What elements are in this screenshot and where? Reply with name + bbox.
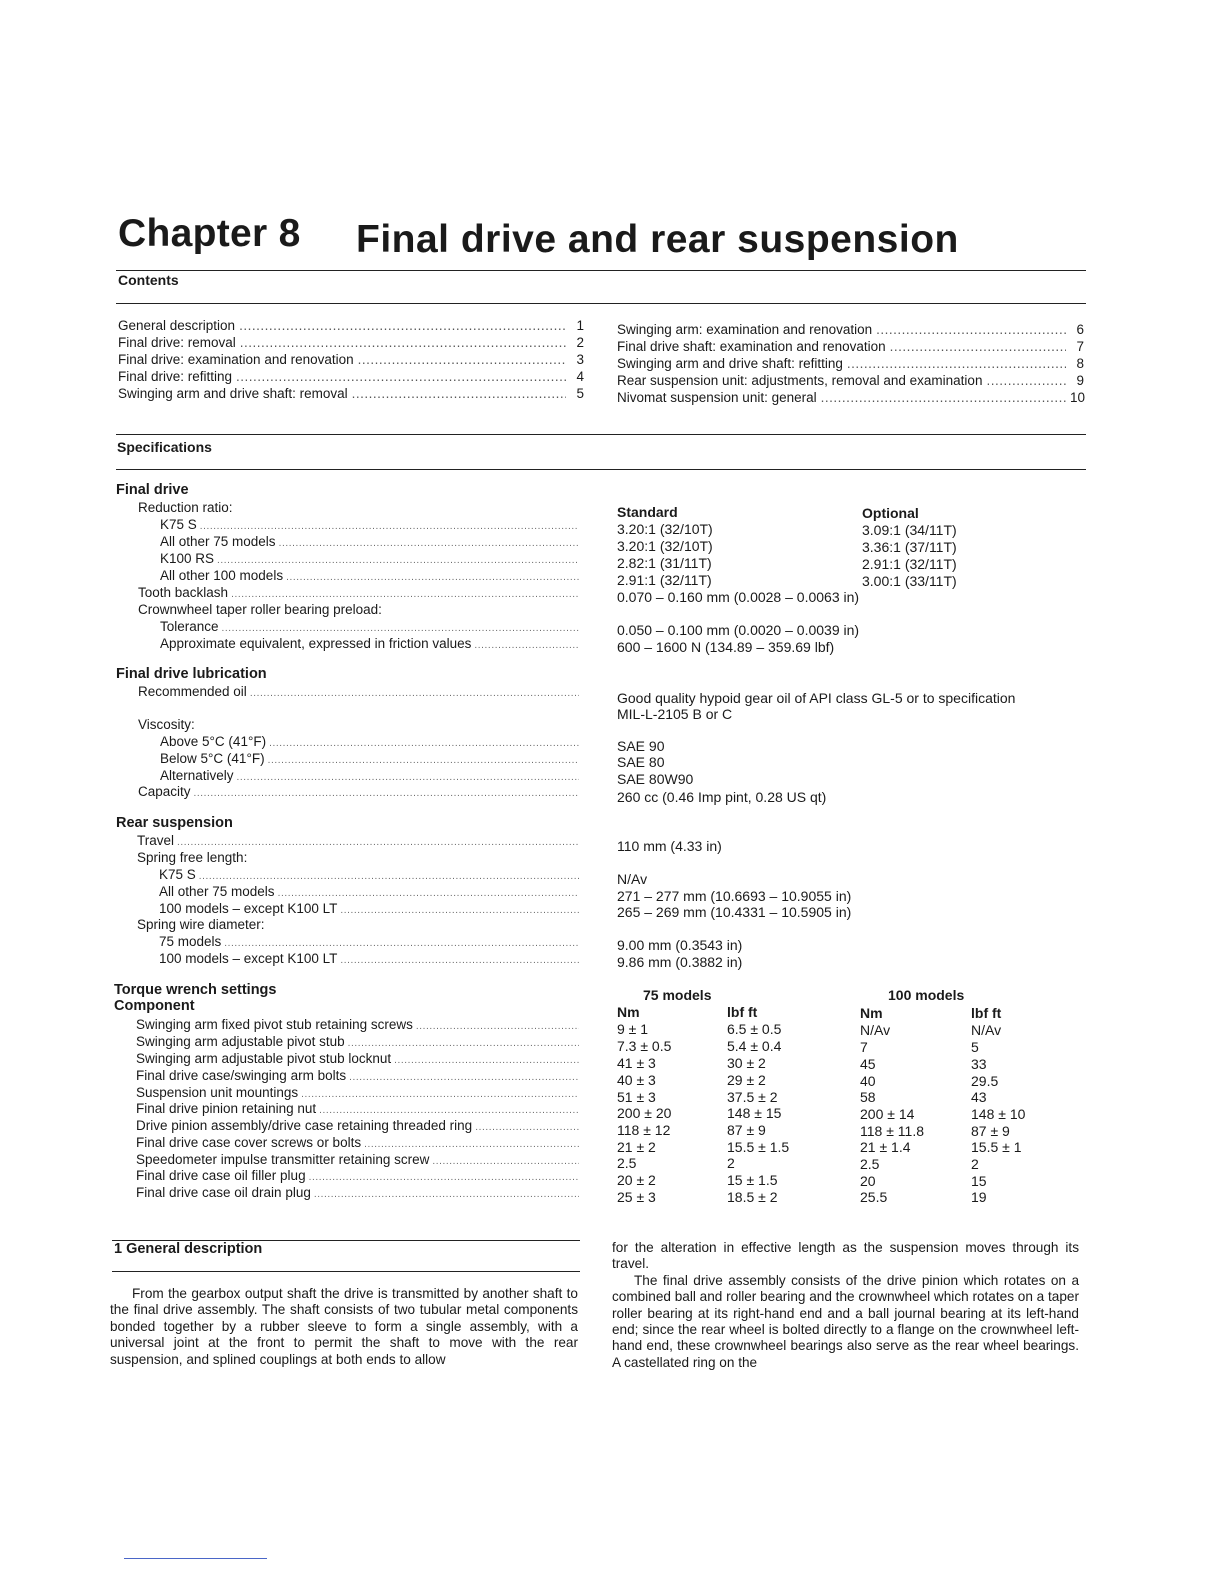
toc-item[interactable]: Final drive: examination and renovation ..... 3 — [118, 351, 584, 368]
cell-nm-100: 58 — [860, 1089, 876, 1105]
reduction-ratio-label: Reduction ratio: — [138, 500, 233, 515]
rear-suspension-heading: Rear suspension — [116, 815, 233, 831]
table-row: Final drive case oil filler plug ..... — [136, 1167, 582, 1184]
cell-nm-75: 7.3 ± 0.5 — [617, 1038, 672, 1054]
cell-lbf-100: 43 — [971, 1089, 987, 1105]
general-description-heading: 1 General description — [114, 1241, 263, 1257]
col-nm-75: Nm — [617, 1004, 640, 1020]
spec-row: Approximate equivalent, expressed in friction values ..... — [160, 635, 582, 652]
col-standard: Standard — [617, 504, 678, 520]
group-100-models: 100 models — [888, 987, 965, 1003]
spec-value: 110 mm (4.33 in) — [617, 838, 722, 854]
cell-lbf-100: 15 — [971, 1173, 987, 1189]
toc-item[interactable]: Final drive: refitting ..... 4 — [118, 368, 584, 385]
spec-row: Travel ..... — [137, 832, 582, 849]
col-lbf-75: lbf ft — [727, 1004, 758, 1020]
cell-lbf-75: 148 ± 15 — [727, 1105, 782, 1121]
spec-row: Below 5°C (41°F) ..... — [160, 750, 582, 767]
contents-label: Contents — [118, 272, 179, 288]
toc-item[interactable]: Swinging arm and drive shaft: removal ..... 5 — [118, 385, 584, 402]
spec-row: All other 100 models ..... — [160, 567, 582, 584]
spec-value: 3.09:1 (34/11T) — [862, 522, 957, 538]
cell-lbf-100: 87 ± 9 — [971, 1123, 1010, 1139]
spec-value: 2.91:1 (32/11T) — [617, 572, 712, 588]
toc-item[interactable]: Swinging arm: examination and renovation ..... 6 — [617, 321, 1084, 338]
cell-nm-100: 200 ± 14 — [860, 1106, 915, 1122]
cell-lbf-75: 2 — [727, 1155, 735, 1171]
spec-value: 3.36:1 (37/11T) — [862, 539, 957, 555]
cell-nm-100: 40 — [860, 1073, 876, 1089]
toc-item[interactable]: Final drive shaft: examination and renovation ..... 7 — [617, 338, 1084, 355]
cell-lbf-75: 87 ± 9 — [727, 1122, 766, 1138]
spec-row: Capacity ..... — [138, 783, 582, 800]
spec-row: Spring wire diameter: — [137, 917, 265, 932]
spec-row: 100 models – except K100 LT ..... — [159, 900, 582, 917]
spec-row: Tooth backlash ..... — [138, 584, 582, 601]
bottom-link-underline — [124, 1558, 267, 1559]
spec-row: All other 75 models ..... — [160, 533, 582, 550]
cell-nm-75: 2.5 — [617, 1155, 637, 1171]
general-right-paragraphs: for the alteration in effective length as the suspension moves through its travel. The final drive assembly consists of the drive pinion which rotates on a combined ball and roller bearing and the crownwheel which rotates on a taper roller bearing at its right-hand end and a ball journal bearing at its left-hand end; since the rear wheel is bolted directly to a flange on the crownwheel left-hand end, these crownwheel bearings also serve as the rear wheel bearings. A castellated ring on the — [612, 1240, 1079, 1370]
col-lbf-100: lbf ft — [971, 1005, 1002, 1021]
chapter-number: Chapter 8 — [118, 212, 301, 255]
cell-lbf-100: 19 — [971, 1189, 987, 1205]
spec-value: 0.070 – 0.160 mm (0.0028 – 0.0063 in) — [617, 589, 860, 605]
cell-nm-100: 118 ± 11.8 — [860, 1123, 924, 1139]
spec-value: 265 – 269 mm (10.4331 – 10.5905 in) — [617, 904, 852, 920]
toc-item[interactable]: Final drive: removal ..... 2 — [118, 334, 584, 351]
cell-lbf-75: 5.4 ± 0.4 — [727, 1038, 782, 1054]
spec-row: Spring free length: — [137, 850, 248, 865]
component-label: Component — [114, 998, 195, 1014]
col-nm-100: Nm — [860, 1005, 883, 1021]
spec-value: Good quality hypoid gear oil of API class GL-5 or to specification — [617, 690, 1016, 706]
cell-lbf-100: 2 — [971, 1156, 979, 1172]
toc-item[interactable]: Swinging arm and drive shaft: refitting ..... 8 — [617, 355, 1084, 372]
spec-value: 3.20:1 (32/10T) — [617, 521, 713, 537]
cell-lbf-100: 29.5 — [971, 1073, 999, 1089]
spec-value: MIL-L-2105 B or C — [617, 706, 733, 722]
title-rule — [116, 270, 1086, 271]
spec-value: SAE 80 — [617, 754, 665, 770]
final-drive-heading: Final drive — [116, 482, 189, 498]
spec-row: K75 S ..... — [160, 516, 582, 533]
table-row: Final drive pinion retaining nut ..... — [136, 1100, 582, 1117]
cell-nm-100: 21 ± 1.4 — [860, 1139, 911, 1155]
spec-row: Tolerance ..... — [160, 618, 582, 635]
group-75-models: 75 models — [643, 987, 712, 1003]
cell-lbf-75: 30 ± 2 — [727, 1055, 766, 1071]
spec-row: K75 S ..... — [159, 866, 582, 883]
cell-lbf-100: 33 — [971, 1056, 987, 1072]
table-row: Speedometer impulse transmitter retaining screw ..... — [136, 1151, 582, 1168]
cell-nm-100: N/Av — [860, 1022, 891, 1038]
cell-nm-75: 40 ± 3 — [617, 1072, 656, 1088]
spec-value: N/Av — [617, 871, 648, 887]
spec-value: SAE 90 — [617, 738, 665, 754]
torque-heading: Torque wrench settings — [114, 982, 277, 998]
cell-nm-75: 118 ± 12 — [617, 1122, 671, 1138]
table-row: Swinging arm adjustable pivot stub ..... — [136, 1033, 582, 1050]
spec-value: 600 – 1600 N (134.89 – 359.69 lbf) — [617, 639, 835, 655]
cell-lbf-75: 6.5 ± 0.5 — [727, 1021, 782, 1037]
cell-lbf-75: 15.5 ± 1.5 — [727, 1139, 790, 1155]
cell-lbf-75: 37.5 ± 2 — [727, 1089, 778, 1105]
spec-value: 2.82:1 (31/11T) — [617, 555, 712, 571]
cell-nm-75: 25 ± 3 — [617, 1189, 656, 1205]
table-row: Final drive case cover screws or bolts ..... — [136, 1134, 582, 1151]
spec-value: 271 – 277 mm (10.6693 – 10.9055 in) — [617, 888, 852, 904]
general-rule — [112, 1271, 580, 1272]
cell-nm-75: 200 ± 20 — [617, 1105, 672, 1121]
cell-nm-100: 20 — [860, 1173, 876, 1189]
spec-value: 0.050 – 0.100 mm (0.0020 – 0.0039 in) — [617, 622, 860, 638]
cell-nm-100: 25.5 — [860, 1189, 888, 1205]
spec-row: K100 RS ..... — [160, 550, 582, 567]
cell-lbf-75: 29 ± 2 — [727, 1072, 766, 1088]
table-row: Swinging arm adjustable pivot stub locknut ..... — [136, 1050, 582, 1067]
cell-nm-75: 21 ± 2 — [617, 1139, 656, 1155]
spec-row: Recommended oil ..... — [138, 683, 582, 700]
specs-top-rule — [116, 434, 1086, 435]
table-row: Final drive case/swinging arm bolts ..... — [136, 1067, 582, 1084]
specs-rule — [116, 469, 1086, 470]
cell-lbf-75: 18.5 ± 2 — [727, 1189, 778, 1205]
cell-nm-75: 41 ± 3 — [617, 1055, 656, 1071]
cell-nm-75: 9 ± 1 — [617, 1021, 649, 1037]
toc-item[interactable]: Rear suspension unit: adjustments, removal and examination ..... 9 — [617, 372, 1084, 389]
spec-row: All other 75 models ..... — [159, 883, 582, 900]
chapter-title: Final drive and rear suspension — [356, 218, 959, 261]
spec-value: SAE 80W90 — [617, 771, 694, 787]
spec-value: 9.00 mm (0.3543 in) — [617, 937, 743, 953]
cell-lbf-100: 5 — [971, 1039, 979, 1055]
table-row: Final drive case oil drain plug ..... — [136, 1184, 582, 1201]
spec-value: 3.00:1 (33/11T) — [862, 573, 957, 589]
spec-value: 2.91:1 (32/11T) — [862, 556, 957, 572]
contents-rule — [116, 303, 1086, 304]
cell-nm-100: 45 — [860, 1056, 876, 1072]
cell-nm-100: 2.5 — [860, 1156, 880, 1172]
spec-row: 100 models – except K100 LT ..... — [159, 950, 582, 967]
cell-nm-75: 51 ± 3 — [617, 1089, 656, 1105]
spec-value: 9.86 mm (0.3882 in) — [617, 954, 743, 970]
cell-nm-75: 20 ± 2 — [617, 1172, 656, 1188]
specs-label: Specifications — [117, 439, 212, 455]
cell-lbf-100: 15.5 ± 1 — [971, 1139, 1022, 1155]
general-left-paragraph: From the gearbox output shaft the drive is transmitted by another shaft to the final drive assembly. The shaft consists of two tubular metal components bonded together by a rubber sleeve to form a single assembly, with a universal joint at the front to permit the shaft to move with the rear suspension, and splined couplings at both ends to allow — [110, 1286, 578, 1367]
spec-row: Crownwheel taper roller bearing preload: — [138, 602, 382, 617]
table-row: Suspension unit mountings ..... — [136, 1084, 582, 1101]
table-row: Drive pinion assembly/drive case retaining threaded ring ..... — [136, 1117, 582, 1134]
spec-row: 75 models ..... — [159, 933, 582, 950]
cell-lbf-100: N/Av — [971, 1022, 1002, 1038]
spec-row: Above 5°C (41°F) ..... — [160, 733, 582, 750]
cell-nm-100: 7 — [860, 1039, 868, 1055]
toc-item[interactable]: General description ..... 1 — [118, 317, 584, 334]
spec-row: Alternatively ..... — [160, 767, 582, 784]
spec-row: Viscosity: — [138, 717, 195, 732]
spec-value: 3.20:1 (32/10T) — [617, 538, 713, 554]
cell-lbf-75: 15 ± 1.5 — [727, 1172, 778, 1188]
spec-value: 260 cc (0.46 Imp pint, 0.28 US qt) — [617, 789, 827, 805]
lubrication-heading: Final drive lubrication — [116, 666, 267, 682]
col-optional: Optional — [862, 505, 919, 521]
table-row: Swinging arm fixed pivot stub retaining screws ..... — [136, 1016, 582, 1033]
toc-item[interactable]: Nivomat suspension unit: general ..... 10 — [617, 389, 1084, 406]
cell-lbf-100: 148 ± 10 — [971, 1106, 1026, 1122]
